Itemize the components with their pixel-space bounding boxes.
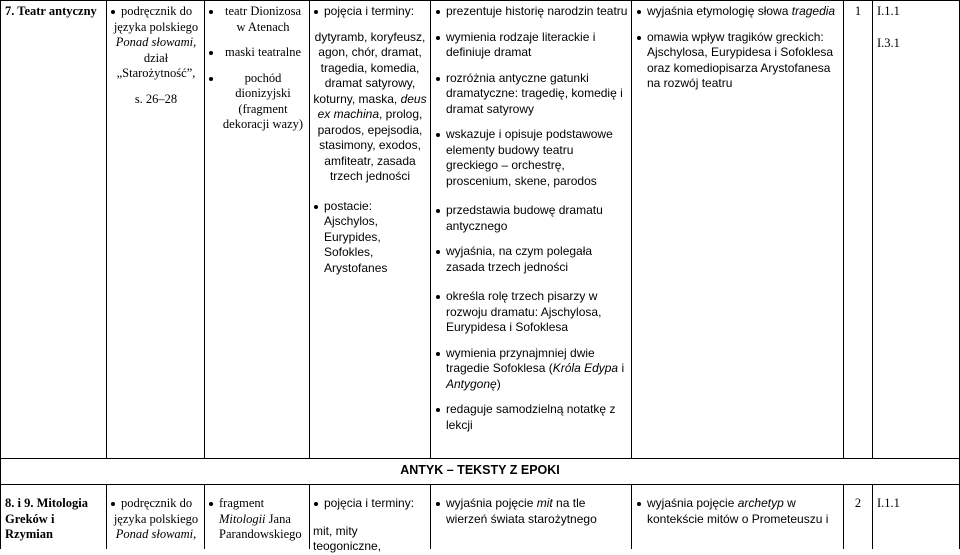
col-line-3b xyxy=(309,484,310,549)
requirement-extended-item: omawia wpływ tragików greckich: Ajschylosa, Eurypidesa i Sofoklesa oraz komediopisarza Arystofanesa na rozwój teatru xyxy=(636,30,841,92)
source-item: teatr Dionizosa w Atenach xyxy=(208,4,307,35)
materials-line: Ponad słowami, xyxy=(115,527,197,541)
requirement-item: wymienia rodzaje literackie i definiuje dramat xyxy=(435,30,628,61)
col-line-4b xyxy=(430,484,431,549)
code-value: I.3.1 xyxy=(877,35,900,50)
requirement-item: rozróżnia antyczne gatunki dramatyczne: tragedię, komedię i dramat satyrowy xyxy=(435,71,628,118)
col-line-6 xyxy=(843,0,844,458)
requirement-item: redaguje samodzielną notatkę z lekcji xyxy=(435,402,628,433)
requirement-item: wyjaśnia, na czym polegała zasada trzech jedności xyxy=(435,244,628,275)
requirement-extended-item: wyjaśnia pojęcie archetyp w kontekście mitów o Prometeuszu i xyxy=(636,496,841,527)
col-line-7 xyxy=(872,0,873,458)
terms-label: pojęcia i terminy: xyxy=(313,496,427,512)
materials-cell xyxy=(110,4,202,107)
terms-list: dytyramb, koryfeusz, agon, chór, dramat, tragedia, komedia, dramat satyrowy, koturny, maska, deus ex machina, prolog, parodos, epejsodia, stasimony, exodos, amfiteatr, zasada trzech jedności xyxy=(313,29,427,183)
requirements-extended-cell xyxy=(636,4,841,92)
sources-cell xyxy=(208,4,307,133)
materials-cell xyxy=(110,496,202,543)
source-item: pochód dionizyjski (fragment dekoracji wazy) xyxy=(208,71,307,133)
row-divider-2 xyxy=(0,484,960,485)
lesson-title: 7. Teatr antyczny xyxy=(5,4,97,18)
col-line-4 xyxy=(430,0,431,458)
col-line-5 xyxy=(631,0,632,458)
terms-cell xyxy=(313,4,427,276)
terms-cell xyxy=(313,496,427,555)
terms-list: mit, mity teogoniczne, xyxy=(313,523,382,553)
materials-line: Ponad słowami, xyxy=(115,35,197,49)
requirement-item: przedstawia budowę dramatu antycznego xyxy=(435,203,628,234)
requirement-item: określa rolę trzech pisarzy w rozwoju dramatu: Ajschylosa, Eurypidesa i Sofoklesa xyxy=(435,289,628,336)
materials-line: podręcznik do xyxy=(121,4,193,18)
code-value: I.1.1 xyxy=(877,496,900,510)
materials-line: języka polskiego xyxy=(113,511,199,526)
characters-item: postacie: Ajschylos, Eurypides, Sofokles, Arystofanes xyxy=(313,199,427,277)
section-title: ANTYK – TEKSTY Z EPOKI xyxy=(400,463,560,477)
requirements-basic-cell xyxy=(435,4,628,433)
col-line-1b xyxy=(106,484,107,549)
requirement-extended-item: wyjaśnia etymologię słowa tragedia xyxy=(636,4,841,20)
requirements-extended-cell xyxy=(636,496,841,527)
materials-line: dział xyxy=(143,50,169,65)
code-value: I.1.1 xyxy=(877,4,900,18)
materials-line: języka polskiego xyxy=(113,19,199,34)
requirement-item: wyjaśnia pojęcie mit na tle wierzeń świata starożytnego xyxy=(435,496,628,527)
table-border-top xyxy=(0,0,960,1)
hours-value: 2 xyxy=(854,496,862,510)
col-line-2 xyxy=(204,0,205,458)
col-line-5b xyxy=(631,484,632,549)
materials-line: podręcznik do xyxy=(121,496,193,510)
requirement-item: wskazuje i opisuje podstawowe elementy budowy teatru greckiego – orchestrę, proscenium, skene, parodos xyxy=(435,127,628,189)
materials-line: s. 26–28 xyxy=(134,91,178,106)
source-item: maski teatralne xyxy=(208,45,307,61)
col-line-6b xyxy=(843,484,844,549)
col-line-2b xyxy=(204,484,205,549)
materials-item xyxy=(110,4,202,20)
hours-value: 1 xyxy=(854,4,862,18)
requirement-item: prezentuje historię narodzin teatru xyxy=(435,4,628,20)
requirement-item: wymienia przynajmniej dwie tragedie Sofoklesa (Króla Edypa i Antygonę) xyxy=(435,346,628,393)
col-line-1 xyxy=(106,0,107,458)
requirements-basic-cell xyxy=(435,496,628,527)
col-line-3 xyxy=(309,0,310,458)
materials-line: „Starożytność”, xyxy=(116,66,196,80)
col-line-7b xyxy=(872,484,873,549)
source-item: fragment Mitologii Jana Parandowskiego xyxy=(208,496,307,543)
sources-cell xyxy=(208,496,307,543)
terms-label: pojęcia i terminy: xyxy=(313,4,427,20)
row-divider-1 xyxy=(0,458,960,459)
materials-item xyxy=(110,496,202,512)
codes-cell xyxy=(877,4,957,51)
lesson-title: 8. i 9. Mitologia Greków i Rzymian xyxy=(5,496,88,541)
